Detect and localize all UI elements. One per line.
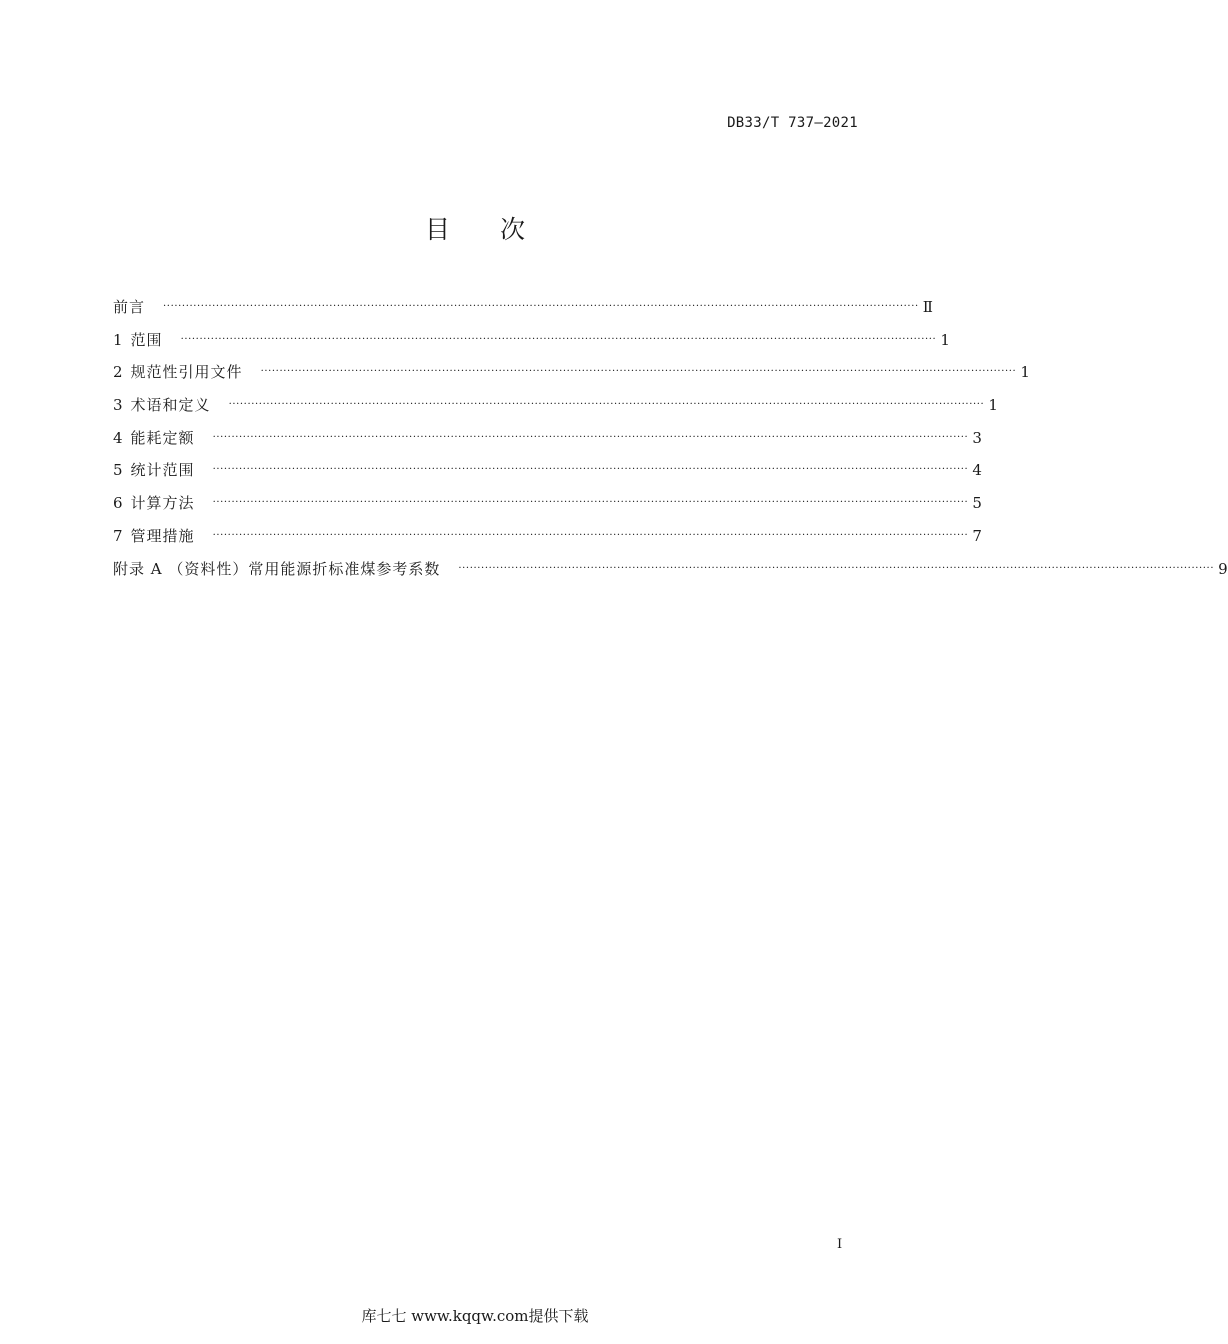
toc-number: 7 [113, 526, 123, 545]
dot-leader: ········································································································································································································ [180, 333, 937, 345]
dot-leader: ········································································································································································································ [228, 399, 985, 411]
toc-entry-foreword[interactable] [113, 296, 933, 329]
toc-label: 范围 [130, 330, 163, 349]
dot-leader: ········································································································································································································ [163, 301, 919, 312]
page-title [0, 210, 950, 246]
toc-entry-energy-quota[interactable] [113, 427, 982, 460]
toc-entry-statistics-scope[interactable] [113, 459, 982, 492]
toc-page: 9 [1218, 559, 1228, 578]
dot-leader: ········································································································································································································ [212, 464, 969, 476]
toc-label: 附录 A （资料性）常用能源折标准煤参考系数 [113, 559, 441, 578]
toc-number: 3 [113, 396, 123, 415]
toc-page: 1 [988, 396, 998, 415]
toc-page: 7 [972, 526, 982, 545]
toc-label: 规范性引用文件 [130, 363, 243, 382]
toc-page: 1 [940, 330, 950, 349]
toc-page: 1 [1020, 363, 1030, 382]
page-number: I [837, 1237, 843, 1252]
title-part-2: 次 [500, 215, 526, 244]
toc-label: 计算方法 [130, 494, 195, 513]
dot-leader: ········································································································································································································ [260, 366, 1017, 378]
toc-number: 4 [113, 428, 123, 447]
title-part-1: 目 [424, 215, 450, 244]
toc-number: 1 [113, 330, 123, 349]
dot-leader: ········································································································································································································ [212, 431, 969, 443]
toc-entry-terms[interactable] [113, 394, 998, 427]
toc-entry-calculation[interactable] [113, 492, 982, 525]
toc-number: 5 [113, 461, 123, 480]
toc-label: 统计范围 [130, 461, 195, 480]
dot-leader: ········································································································································································································ [212, 497, 969, 509]
toc-label: 管理措施 [130, 526, 195, 545]
standard-code: DB33/T 737—2021 [727, 115, 858, 131]
toc-number: 6 [113, 494, 123, 513]
toc-entry-normative-references[interactable] [113, 361, 1030, 394]
footer-watermark: 库七七 www.kqqw.com提供下载 [361, 1307, 589, 1325]
toc-page: Ⅱ [922, 298, 933, 316]
toc-page: 3 [972, 428, 982, 447]
toc-page: 4 [972, 461, 982, 480]
toc-entry-appendix-a[interactable] [113, 558, 1228, 591]
table-of-contents [113, 296, 1228, 590]
toc-page: 5 [972, 494, 982, 513]
toc-label: 术语和定义 [130, 396, 211, 415]
dot-leader: ········································································································································································································ [458, 562, 1215, 574]
toc-entry-management[interactable] [113, 525, 982, 558]
toc-entry-scope[interactable] [113, 329, 950, 362]
toc-label: 能耗定额 [130, 428, 195, 447]
toc-number: 2 [113, 363, 123, 382]
toc-label: 前言 [113, 298, 146, 316]
dot-leader: ········································································································································································································ [212, 529, 969, 541]
